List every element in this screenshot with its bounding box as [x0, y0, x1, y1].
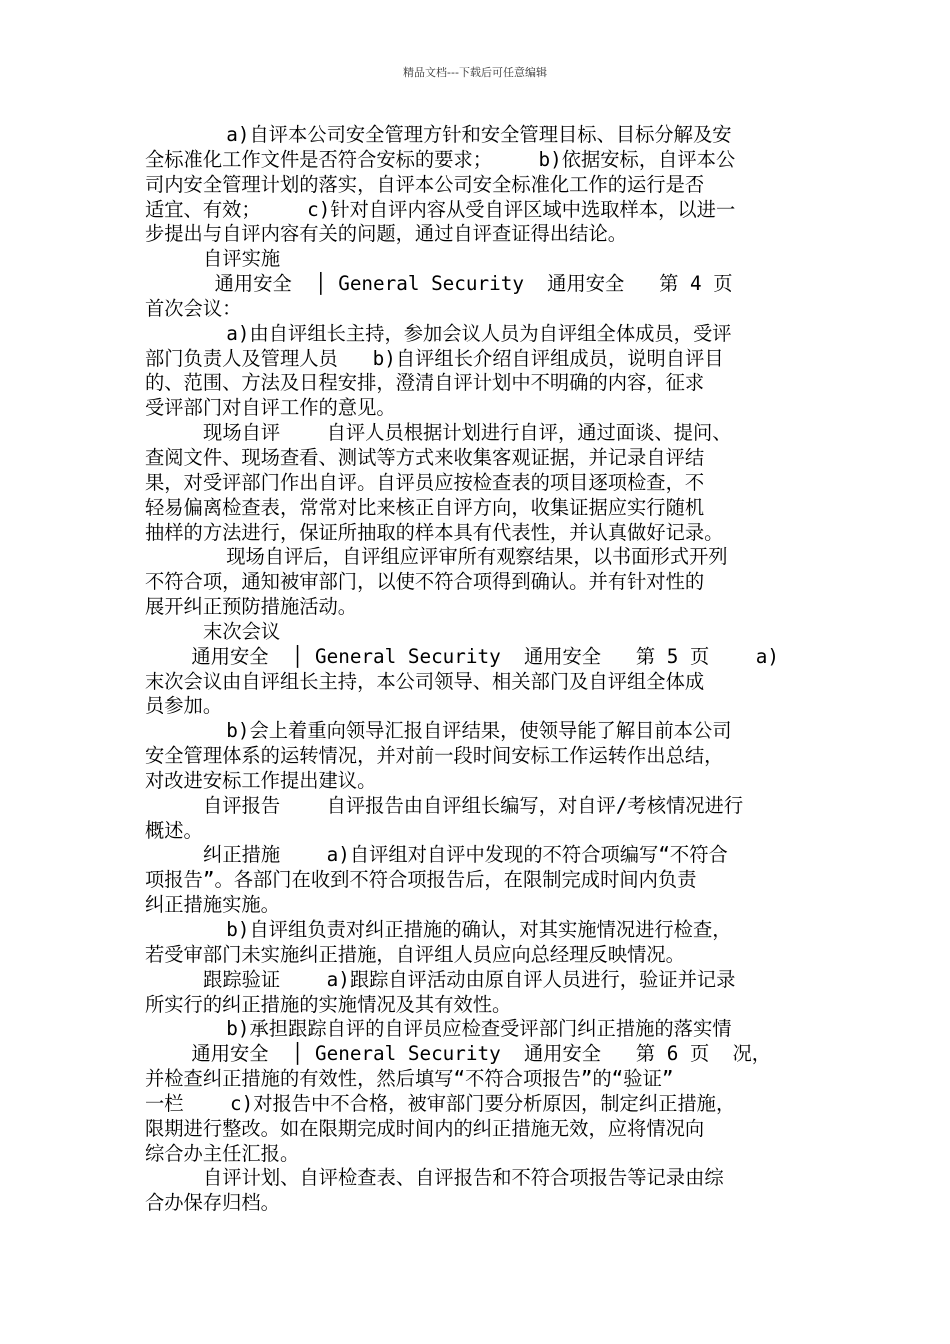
text-line: 现场自评后，自评组应评审所有观察结果，以书面形式开列 — [145, 545, 728, 569]
text-line: 受评部门对自评工作的意见。 — [145, 396, 396, 420]
text-line: 现场自评 自评人员根据计划进行自评，通过面谈、提问、 — [145, 421, 732, 445]
text-line: 部门负责人及管理人员 b)自评组长介绍自评组成员，说明自评目 — [145, 346, 724, 370]
document-body — [145, 123, 805, 1216]
text-line: 司内安全管理计划的落实，自评本公司安全标准化工作的运行是否 — [145, 172, 705, 196]
text-line: 轻易偏离检查表，常常对比来核正自评方向，收集证据应实行随机 — [145, 495, 705, 519]
text-line: 综合办主任汇报。 — [145, 1141, 300, 1165]
text-line: 末次会议 — [145, 619, 281, 643]
text-line: b)会上着重向领导汇报自评结果，使领导能了解目前本公司 — [145, 719, 732, 743]
text-line: 末次会议由自评组长主持，本公司领导、相关部门及自评组全体成 — [145, 669, 705, 693]
text-line: 项报告”。各部门在收到不符合项报告后，在限制完成时间内负责 — [145, 868, 697, 892]
text-line: 一栏 c)对报告中不合格，被审部门要分析原因，制定纠正措施， — [145, 1091, 736, 1115]
text-line: b)自评组负责对纠正措施的确认，对其实施情况进行检查， — [145, 918, 732, 941]
text-line: 概述。 — [145, 818, 203, 842]
text-line: 若受审部门未实施纠正措施，自评组人员应向总经理反映情况。 — [145, 942, 685, 966]
text-line: 全标准化工作文件是否符合安标的要求； b)依据安标，自评本公 — [145, 147, 736, 171]
text-line: 合办保存归档。 — [145, 1191, 280, 1215]
text-line: 查阅文件、现场查看、测试等方式来收集客观证据，并记录自评结 — [145, 445, 705, 469]
text-line: a)自评本公司安全管理方针和安全管理目标、目标分解及安 — [145, 123, 732, 146]
text-line: 所实行的纠正措施的实施情况及其有效性。 — [145, 992, 512, 1016]
text-line: 安全管理体系的运转情况，并对前一段时间安标工作运转作出总结， — [145, 744, 724, 768]
text-line: 自评实施 — [145, 247, 281, 271]
text-line: 果，对受评部门作出自评。自评员应按检查表的项目逐项检查，不 — [145, 470, 705, 494]
text-line: 适宜、有效； c)针对自评内容从受自评区域中选取样本，以进一 — [145, 197, 736, 221]
text-line: 不符合项，通知被审部门，以使不符合项得到确认。并有针对性的 — [145, 570, 705, 594]
text-line: 步提出与自评内容有关的问题，通过自评查证得出结论。 — [145, 222, 628, 246]
text-line: 自评计划、自评检查表、自评报告和不符合项报告等记录由综 — [145, 1166, 724, 1190]
text-line: 自评报告 自评报告由自评组长编写，对自评/考核情况进行 — [145, 793, 744, 817]
text-line: 对改进安标工作提出建议。 — [145, 768, 377, 792]
text-line: 首次会议： — [145, 296, 242, 320]
text-line: a)由自评组长主持，参加会议人员为自评组全体成员，受评 — [145, 321, 732, 345]
text-line: b)承担跟踪自评的自评员应检查受评部门纠正措施的落实情 — [145, 1017, 732, 1041]
page-header: 精品文档---下载后可任意编辑 — [403, 66, 547, 79]
text-line: 跟踪验证 a)跟踪自评活动由原自评人员进行，验证并记录 — [145, 967, 736, 991]
text-line: 员参加。 — [145, 694, 223, 718]
text-line: 限期进行整改。如在限期完成时间内的纠正措施无效，应将情况向 — [145, 1116, 705, 1140]
text-line: 抽样的方法进行，保证所抽取的样本具有代表性，并认真做好记录。 — [145, 520, 724, 544]
text-line: 纠正措施实施。 — [145, 893, 280, 917]
text-line: 通用安全 │ General Security 通用安全 第 5 页 a) — [145, 644, 779, 668]
text-line: 并检查纠正措施的有效性，然后填写“不符合项报告”的“验证” — [145, 1067, 674, 1091]
text-line: 通用安全 │ General Security 通用安全 第 6 页 况， — [145, 1042, 772, 1066]
text-line: 纠正措施 a)自评组对自评中发现的不符合项编写“不符合 — [145, 843, 728, 867]
text-line: 展开纠正预防措施活动。 — [145, 595, 358, 619]
text-line: 的、范围、方法及日程安排，澄清自评计划中不明确的内容，征求 — [145, 371, 705, 395]
text-line: 通用安全 │ General Security 通用安全 第 4 页 — [145, 272, 733, 296]
